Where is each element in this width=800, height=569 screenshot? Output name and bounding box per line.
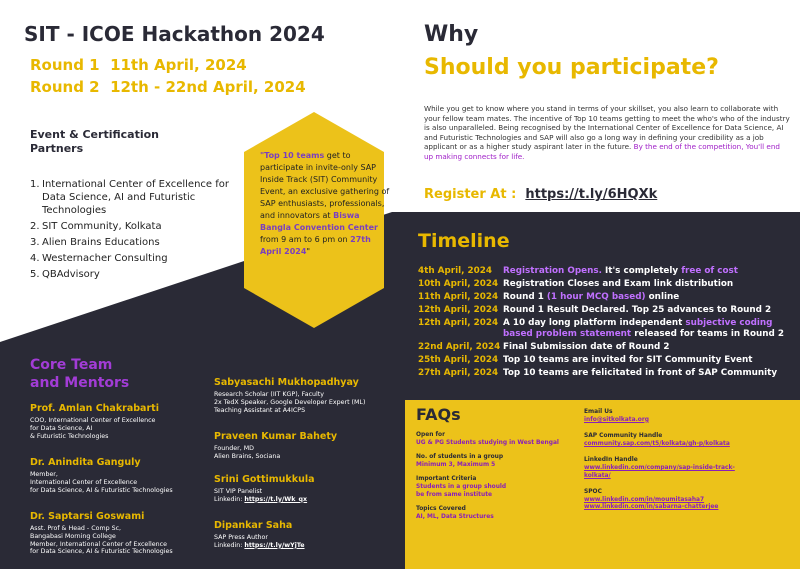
timeline-row — [418, 368, 798, 379]
core-line2: and Mentors — [30, 375, 130, 391]
faq-right-column — [584, 409, 789, 521]
faq-question: LinkedIn Handle — [584, 457, 638, 464]
timeline-row — [418, 292, 798, 303]
partner-name: SIT Community, Kolkata — [42, 221, 162, 232]
timeline-desc: Top 10 teams are invited for SIT Community Event — [503, 355, 753, 365]
mentor-desc: SAP Press Author — [214, 534, 268, 541]
hex-text: from 9 am to 6 pm on — [260, 235, 351, 244]
timeline-text — [503, 292, 679, 303]
linkedin-label: Linkedin: — [214, 495, 245, 503]
why-highlight: By the end of the competition, You'll end up making connects for life. — [424, 142, 780, 161]
mentor-name: Dr. Saptarsi Goswami — [30, 511, 145, 522]
timeline-desc: Top 10 teams are felicitated in front of SAP Community — [503, 368, 778, 378]
timeline-row — [418, 342, 798, 353]
faq-question: SPOC — [584, 489, 602, 496]
round1-line — [30, 56, 247, 74]
timeline-text — [503, 266, 738, 277]
core-line1: Core Team — [30, 357, 113, 373]
round2-line — [30, 78, 306, 96]
hex-highlight: "Top 10 teams — [260, 151, 325, 160]
partners-list — [30, 178, 230, 284]
mentor-desc: Member, International Center of Excellence — [30, 540, 167, 548]
mentor-desc: 2x TedX Speaker, Google Developer Expert (ML) — [214, 398, 366, 406]
mentor-name: Praveen Kumar Bahety — [214, 431, 338, 442]
page-title: SIT - ICOE Hackathon 2024 — [24, 22, 325, 46]
hex-text: get to participate in invite-only SAP Inside Track (SIT) Community Event, an exclusive gathering of SAP enthusiasts, professionals, and innovators at — [260, 151, 390, 220]
timeline-desc: online — [645, 292, 680, 302]
faq-answer: UG & PG Students studying in West Bengal — [416, 439, 559, 446]
mentor-card — [30, 511, 210, 556]
mentor-desc: & Futuristic Technologies — [30, 432, 109, 440]
timeline-date: 22nd April, 2024 — [418, 342, 501, 352]
mentor-card — [214, 520, 394, 550]
list-item: 5. QBAdvisory — [30, 269, 100, 280]
faq-question: Open for — [416, 432, 445, 438]
mentor-desc: SIT VIP Panelist — [214, 488, 263, 495]
faq-question: SAP Community Handle — [584, 433, 663, 440]
list-item: 1. International Center of Excellence for Data Science, AI and Futuristic Technologies — [30, 179, 229, 216]
timeline-text — [503, 279, 733, 290]
faq-answer: be from same institute — [416, 491, 493, 498]
mentor-card — [214, 377, 394, 414]
timeline-desc: A 10 day long platform independent — [503, 318, 686, 328]
mentor-desc: COO, International Center of Excellence — [30, 417, 156, 424]
faq-item — [584, 489, 789, 512]
faq-title: FAQs — [416, 405, 461, 424]
timeline-desc: released for teams in Round 2 — [631, 329, 784, 339]
faq-item — [416, 476, 576, 499]
timeline-highlight: (1 hour MCQ based) — [546, 292, 646, 302]
mentor-card — [214, 431, 394, 461]
list-item: 3. Alien Brains Educations — [30, 237, 160, 248]
timeline-text — [503, 318, 798, 340]
faq-left-column — [416, 432, 576, 528]
mentor-card — [30, 403, 210, 440]
timeline-highlight: subjective coding based problem statement — [503, 318, 773, 339]
mentor-name: Prof. Amlan Chakrabarti — [30, 403, 159, 414]
faq-answer[interactable]: community.sap.com/t5/kolkata/gh-p/kolkata — [584, 440, 730, 447]
timeline-text — [503, 305, 771, 316]
mentor-desc: Alien Brains, Sociana — [214, 452, 281, 460]
register-line — [424, 187, 657, 202]
timeline-date: 27th April, 2024 — [418, 368, 499, 378]
hex-text: " — [306, 247, 311, 256]
timeline-date: 10th April, 2024 — [418, 279, 499, 289]
linkedin-link[interactable]: https://t.ly/Wk_qx — [244, 495, 308, 503]
timeline-date: 11th April, 2024 — [418, 292, 499, 302]
mentor-name: Dipankar Saha — [214, 520, 293, 531]
faq-question: No. of students in a group — [416, 454, 504, 461]
timeline-highlight: free of cost — [681, 266, 738, 276]
timeline-desc: It's completely — [601, 266, 682, 276]
mentor-desc: for Data Science, AI — [30, 424, 93, 432]
faq-answer[interactable]: kolkata/ — [584, 472, 611, 479]
mentor-desc: Research Scholar (IIT KGP), Faculty — [214, 391, 324, 398]
round1-date: 11th April, 2024 — [110, 56, 247, 74]
mentor-desc: Teaching Assistant at A4ICPS — [214, 406, 306, 414]
partner-name: International Center of Excellence for Data Science, AI and Futuristic Technologies — [42, 179, 229, 216]
timeline-row — [418, 279, 798, 290]
faq-answer: AI, ML, Data Structures — [416, 513, 494, 520]
partner-name: QBAdvisory — [42, 269, 100, 280]
mentor-linkedin — [214, 542, 394, 550]
linkedin-link[interactable]: https://t.ly/wYjTe — [244, 541, 305, 549]
faq-item — [584, 433, 789, 448]
round2-date: 12th - 22nd April, 2024 — [110, 78, 306, 96]
mentor-name: Dr. Anindita Ganguly — [30, 457, 141, 468]
why-paragraph — [424, 104, 790, 161]
faq-answer[interactable]: www.linkedin.com/company/sap-inside-track- — [584, 464, 735, 471]
timeline-date: 4th April, 2024 — [418, 266, 493, 276]
faq-answer[interactable]: info@sitkolkata.org — [584, 416, 649, 423]
faq-item — [416, 506, 576, 521]
faq-item — [416, 432, 576, 447]
list-item: 4. Westernacher Consulting — [30, 253, 168, 264]
mentor-desc: Bangabasi Morning College — [30, 532, 116, 540]
timeline-list — [418, 266, 798, 381]
mentor-name: Srini Gottimukkula — [214, 474, 315, 485]
hexagon-text — [260, 150, 390, 258]
round2-label: Round 2 — [30, 78, 100, 96]
timeline-date: 25th April, 2024 — [418, 355, 499, 365]
why-subtitle: Should you participate? — [424, 55, 719, 80]
timeline-desc: Round 1 Result Declared. Top 25 advances to Round 2 — [503, 305, 772, 315]
faq-item — [584, 457, 789, 480]
register-link[interactable]: https://t.ly/6HQXk — [525, 187, 658, 202]
hex-venue: Biswa Bangla Convention Center — [260, 211, 378, 232]
mentor-linkedin — [214, 496, 394, 504]
timeline-desc: Round 1 — [503, 292, 547, 302]
round1-label: Round 1 — [30, 56, 100, 74]
faq-answer[interactable]: www.linkedin.com/in/moumitasaha7 — [584, 496, 705, 503]
timeline-row — [418, 305, 798, 316]
timeline-row — [418, 318, 798, 340]
why-text: While you get to know where you stand in terms of your skillset, you also learn to collaborate with your fellow team mates. The incentive of Top 10 teams getting to meet the who's who of the industry is also unparalleled. Being recognised by the International Center of Excellence for Data Science, AI and Futuristic Technologies and SAP will also go a long way in defining your credibility as a job applicant or as a higher study aspirant later in the future. — [424, 104, 790, 151]
timeline-date: 12th April, 2024 — [418, 318, 499, 328]
mentor-desc: Founder, MD — [214, 445, 254, 452]
faq-answer: Minimum 3, Maximum 5 — [416, 461, 496, 468]
faq-answer[interactable]: www.linkedin.com/in/sabarna-chatterjee — [584, 504, 719, 511]
timeline-desc: Final Submission date of Round 2 — [503, 342, 670, 352]
hex-date: 27th April 2024 — [260, 235, 371, 256]
why-title: Why — [424, 22, 479, 47]
mentor-desc: International Center of Excellence — [30, 478, 138, 486]
partner-name: Alien Brains Educations — [42, 237, 160, 248]
mentor-card — [30, 457, 210, 494]
timeline-desc: Registration Closes and Exam link distribution — [503, 279, 734, 289]
timeline-highlight: Registration Opens. — [503, 266, 602, 276]
mentor-card — [214, 474, 394, 504]
faq-item — [584, 409, 789, 424]
faq-question: Important Criteria — [416, 476, 477, 483]
mentor-desc: for Data Science, AI & Futuristic Technologies — [30, 548, 173, 556]
register-label: Register At : — [424, 187, 517, 202]
faq-item — [416, 454, 576, 469]
timeline-date: 12th April, 2024 — [418, 305, 499, 315]
mentor-name: Sabyasachi Mukhopadhyay — [214, 377, 359, 388]
timeline-text — [503, 355, 752, 366]
faq-question: Email Us — [584, 409, 613, 415]
timeline-text — [503, 342, 669, 353]
timeline-title: Timeline — [418, 230, 510, 252]
mentor-desc: Asst. Prof & Head - Comp Sc, — [30, 525, 122, 532]
timeline-row — [418, 355, 798, 366]
linkedin-label: Linkedin: — [214, 541, 245, 549]
faq-question: Topics Covered — [416, 506, 466, 513]
partner-name: Westernacher Consulting — [42, 253, 168, 264]
faq-answer: Students in a group should — [416, 483, 507, 490]
list-item: 2. SIT Community, Kolkata — [30, 221, 162, 232]
timeline-row — [418, 266, 798, 277]
timeline-text — [503, 368, 777, 379]
partners-heading: Event & Certification Partners — [30, 128, 159, 155]
mentor-desc: for Data Science, AI & Futuristic Technologies — [30, 486, 173, 494]
core-team-heading — [30, 356, 129, 392]
mentor-desc: Member, — [30, 471, 58, 478]
